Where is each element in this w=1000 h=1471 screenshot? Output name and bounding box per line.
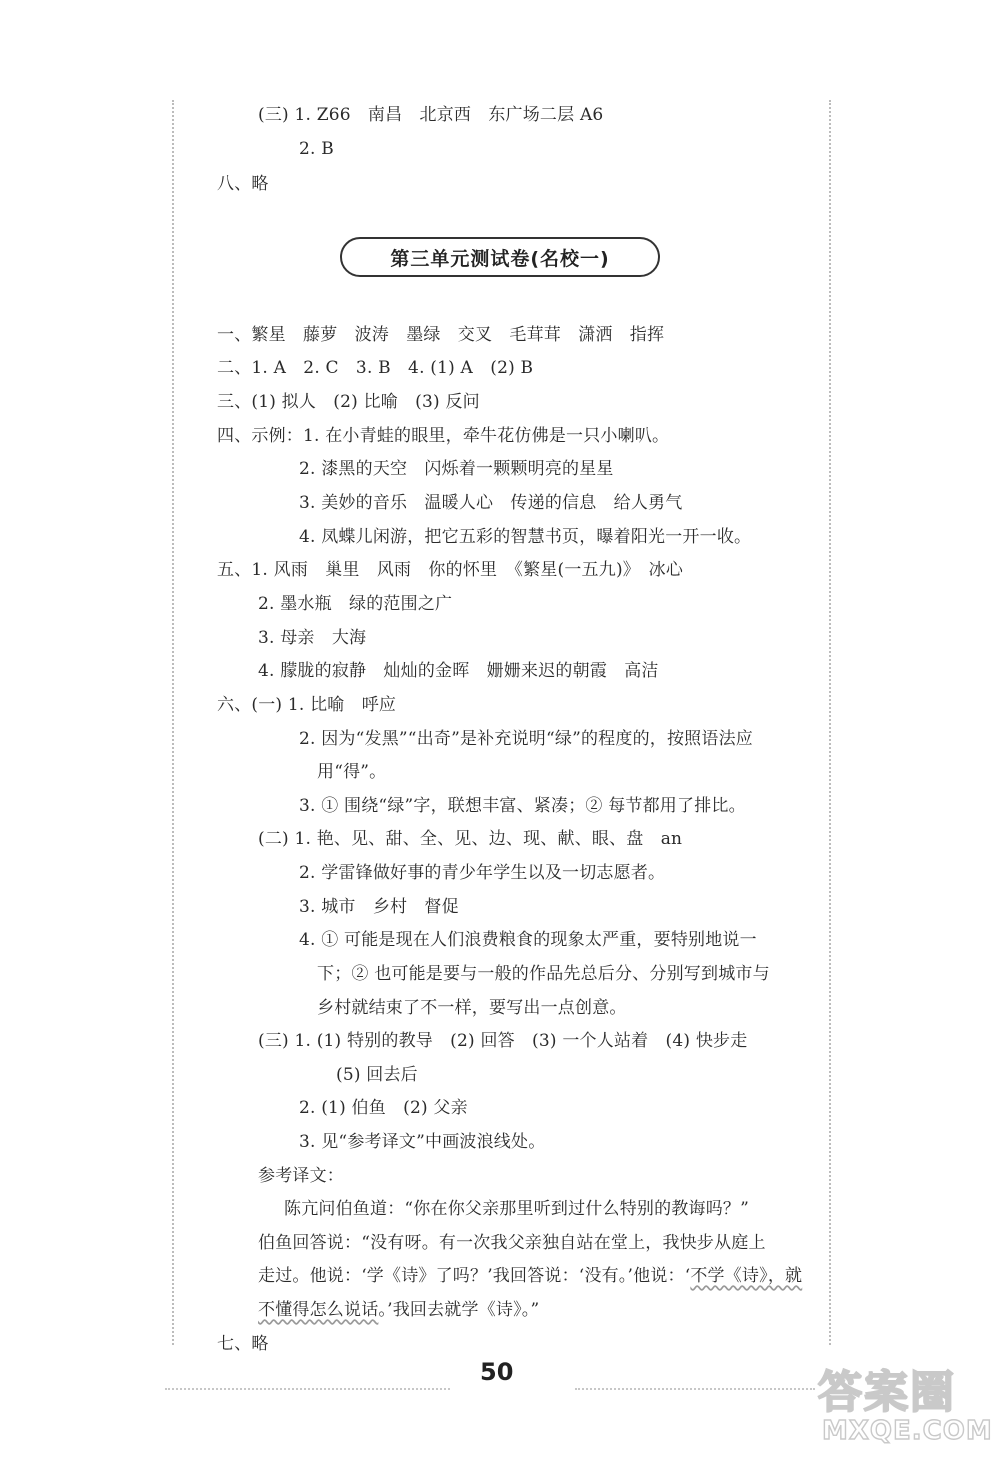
answer-line: 用“得”。 (317, 762, 387, 782)
watermark-url: MXQE.COM (822, 1416, 993, 1446)
answer-line: 2. 漆黑的天空 闪烁着一颗颗明亮的星星 (299, 459, 614, 479)
answer-line: 2. (1) 伯鱼 (2) 父亲 (299, 1098, 468, 1118)
answer-line: 参考译文： (258, 1166, 344, 1186)
answer-line: 四、示例：1. 在小青蛙的眼里，牵牛花仿佛是一只小喇叭。 (217, 426, 670, 446)
wavy-underlined-text: 不懂得怎么说话 (258, 1300, 379, 1320)
answer-line: 八、略 (217, 174, 269, 194)
answer-line: 3. ① 围绕“绿”字，联想丰富、紧凑；② 每节都用了排比。 (299, 796, 746, 816)
answer-line: 4. ① 可能是现在人们浪费粮食的现象太严重，要特别地说一 (299, 930, 757, 950)
answer-line: 伯鱼回答说：“没有呀。有一次我父亲独自站在堂上，我快步从庭上 (258, 1233, 766, 1253)
footer-divider-left (165, 1388, 450, 1390)
answer-line: 2. 学雷锋做好事的青少年学生以及一切志愿者。 (299, 863, 666, 883)
right-margin-line (829, 100, 831, 1345)
answer-line: 3. 母亲 大海 (258, 628, 367, 648)
answer-line: 五、1. 风雨 巢里 风雨 你的怀里 《繁星(一五九)》 冰心 (217, 560, 684, 580)
answer-line: 七、略 (217, 1334, 269, 1354)
answer-line: 4. 朦胧的寂静 灿灿的金晖 姗姗来迟的朝霞 高洁 (258, 661, 659, 681)
answer-line: (三) 1. (1) 特别的教导 (2) 回答 (3) 一个人站着 (4) 快步走 (258, 1031, 748, 1051)
left-margin-line (172, 100, 174, 1345)
footer-divider-right (575, 1388, 815, 1390)
answer-line: (二) 1. 艳、见、甜、全、见、边、现、献、眼、盘 an (258, 829, 683, 849)
answer-line: (三) 1. Z66 南昌 北京西 东广场二层 A6 (258, 105, 604, 125)
answer-line: 3. 城市 乡村 督促 (299, 897, 459, 917)
section-title-box (340, 237, 660, 277)
answer-line: 二、1. A 2. C 3. B 4. (1) A (2) B (217, 358, 534, 378)
answer-line: 六、(一) 1. 比喻 呼应 (217, 695, 397, 715)
answer-line: 陈亢问伯鱼道：“你在你父亲那里听到过什么特别的教诲吗？” (284, 1199, 749, 1219)
page-number: 50 (480, 1358, 514, 1386)
answer-line: 2. 墨水瓶 绿的范围之广 (258, 594, 453, 614)
answer-line (258, 1265, 802, 1287)
answer-line: 三、(1) 拟人 (2) 比喻 (3) 反问 (217, 392, 480, 412)
answer-line (258, 1299, 539, 1321)
answer-line: 2. 因为“发黑”“出奇”是补充说明“绿”的程度的，按照语法应 (299, 729, 753, 749)
answer-line: (5) 回去后 (336, 1065, 418, 1085)
answer-line: 3. 美妙的音乐 温暖人心 传递的信息 给人勇气 (299, 493, 683, 513)
answer-line: 一、繁星 藤萝 波涛 墨绿 交叉 毛茸茸 潇洒 指挥 (217, 325, 665, 345)
watermark-text: 答案圈 (818, 1367, 956, 1418)
answer-line: 4. 凤蝶儿闲游，把它五彩的智慧书页，曝着阳光一开一收。 (299, 527, 752, 547)
answer-text: 。’我回去就学《诗》。” (378, 1300, 540, 1320)
wavy-underlined-text: 不学《诗》，就 (690, 1266, 803, 1286)
answer-line: 下；② 也可能是要与一般的作品先总后分、分别写到城市与 (317, 964, 770, 984)
section-title: 第三单元测试卷(名校一) (390, 247, 610, 270)
watermark-logo (818, 1356, 993, 1456)
answer-line: 3. 见“参考译文”中画波浪线处。 (299, 1132, 546, 1152)
answer-line: 乡村就结束了不一样，要写出一点创意。 (317, 998, 627, 1018)
answer-text: 走过。他说：‘学《诗》了吗？’我回答说：‘没有。’他说：‘ (258, 1266, 691, 1286)
answer-line: 2. B (299, 139, 334, 159)
